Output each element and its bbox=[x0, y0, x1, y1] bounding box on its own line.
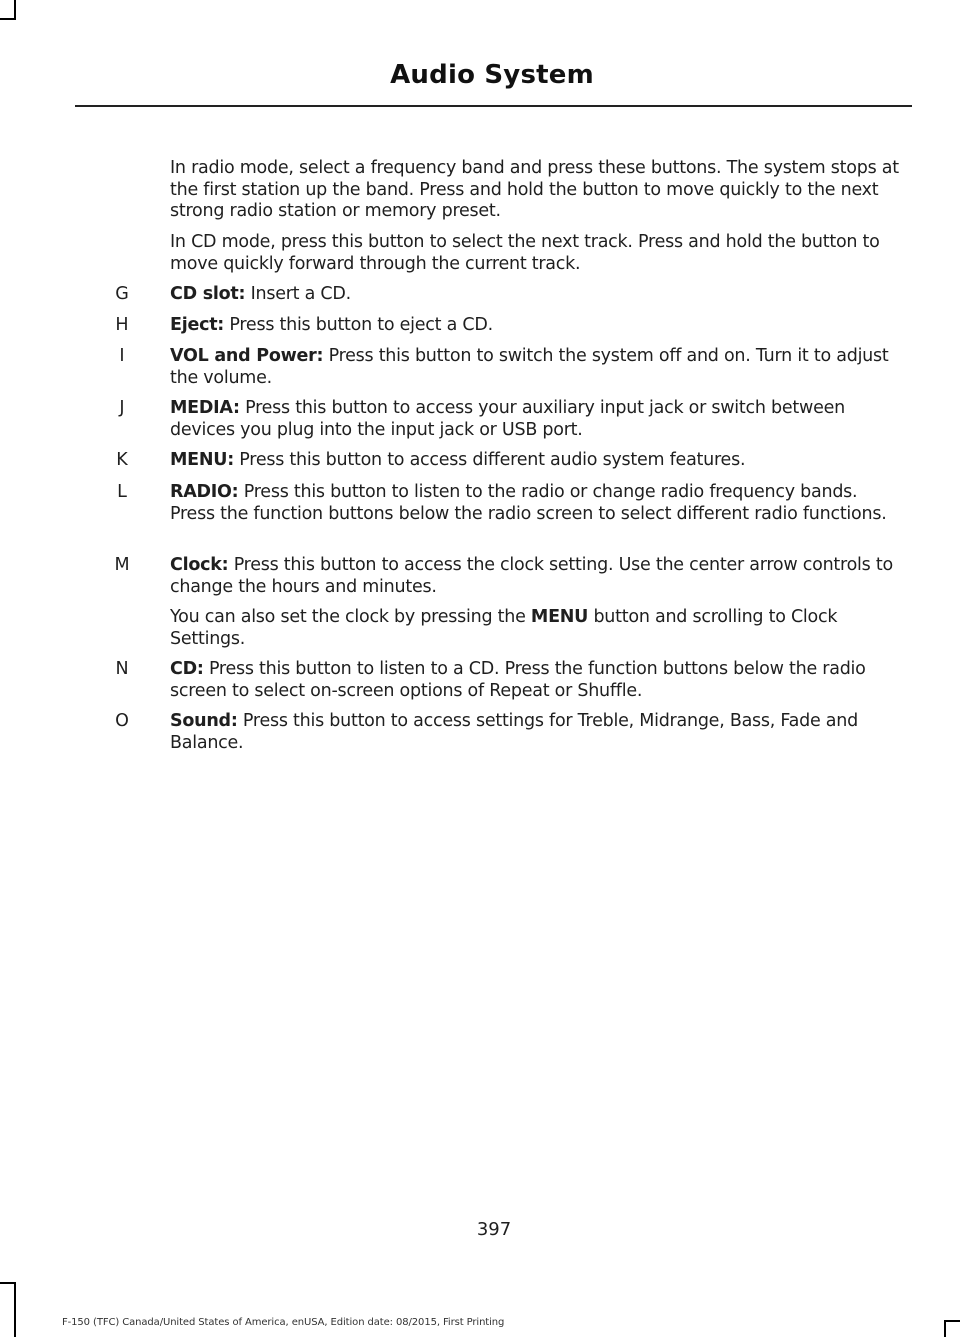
item-n bbox=[170, 659, 905, 702]
edition-footer: F-150 (TFC) Canada/United States of America, enUSA, Edition date: 08/2015, First Printing bbox=[62, 1317, 505, 1328]
item-term: Sound: bbox=[170, 711, 238, 731]
item-marker-m: M bbox=[114, 555, 130, 575]
clock-note-text-after: button and scrolling to Clock Settings. bbox=[170, 607, 838, 649]
item-text: Press this button to access settings for Treble, Midrange, Bass, Fade and Balance. bbox=[170, 711, 858, 753]
clock-note bbox=[170, 607, 905, 650]
item-text: Press this button to access the clock setting. Use the center arrow controls to change the hours and minutes. bbox=[170, 555, 893, 597]
item-marker-k: K bbox=[116, 450, 128, 470]
item-term: MENU: bbox=[170, 450, 234, 470]
item-text: Press this button to access different audio system features. bbox=[233, 450, 746, 470]
crop-mark-bottom-right-h bbox=[944, 1320, 960, 1322]
item-k bbox=[170, 450, 905, 472]
item-text: Press this button to listen to the radio or change radio frequency bands. Press the function buttons below the radio screen to select different radio functions. bbox=[170, 482, 887, 524]
item-term: Clock: bbox=[170, 555, 229, 575]
item-term: RADIO: bbox=[170, 482, 239, 502]
intro-paragraph-radio: In radio mode, select a frequency band and press these buttons. The system stops at the first station up the band. Press and hold the button to move quickly to the next strong radio station or memory preset. bbox=[170, 158, 899, 221]
clock-note-text: You can also set the clock by pressing the bbox=[170, 607, 531, 627]
item-j bbox=[170, 398, 905, 441]
crop-mark-top-left-v bbox=[14, 0, 16, 20]
item-text: Press this button to switch the system off and on. Turn it to adjust the volume. bbox=[170, 346, 889, 388]
page-title: Audio System bbox=[390, 60, 594, 90]
item-marker-h: H bbox=[115, 315, 129, 335]
item-text: Press this button to listen to a CD. Press the function buttons below the radio screen to select on-screen options of Repeat or Shuffle. bbox=[170, 659, 866, 701]
item-o bbox=[170, 711, 905, 754]
item-h bbox=[170, 315, 905, 337]
crop-mark-bottom-left-v bbox=[14, 1282, 16, 1337]
item-m bbox=[170, 555, 905, 598]
item-text: Press this button to access your auxiliary input jack or switch between devices you plug into the input jack or USB port. bbox=[170, 398, 845, 440]
item-text: Press this button to eject a CD. bbox=[224, 315, 493, 335]
item-marker-l: L bbox=[117, 482, 127, 502]
crop-mark-bottom-left-h bbox=[0, 1282, 16, 1284]
item-term: MEDIA: bbox=[170, 398, 240, 418]
item-term: Eject: bbox=[170, 315, 225, 335]
item-marker-n: N bbox=[115, 659, 129, 679]
item-marker-o: O bbox=[115, 711, 129, 731]
item-g bbox=[170, 284, 905, 306]
item-i bbox=[170, 346, 905, 389]
item-l bbox=[170, 482, 905, 525]
item-term: VOL and Power: bbox=[170, 346, 324, 366]
item-text: Insert a CD. bbox=[245, 284, 351, 304]
crop-mark-top-left-h bbox=[0, 18, 16, 20]
item-marker-g: G bbox=[115, 284, 129, 304]
clock-note-emphasis: MENU bbox=[530, 607, 589, 627]
item-term: CD slot: bbox=[170, 284, 246, 304]
page-number: 397 bbox=[476, 1219, 512, 1240]
item-marker-j: J bbox=[119, 398, 125, 418]
item-term: CD: bbox=[170, 659, 204, 679]
item-marker-i: I bbox=[119, 346, 125, 366]
header-rule bbox=[75, 105, 912, 107]
intro-paragraph-cd: In CD mode, press this button to select the next track. Press and hold the button to move quickly forward through the current track. bbox=[170, 232, 880, 274]
crop-mark-bottom-right-v bbox=[944, 1322, 946, 1337]
